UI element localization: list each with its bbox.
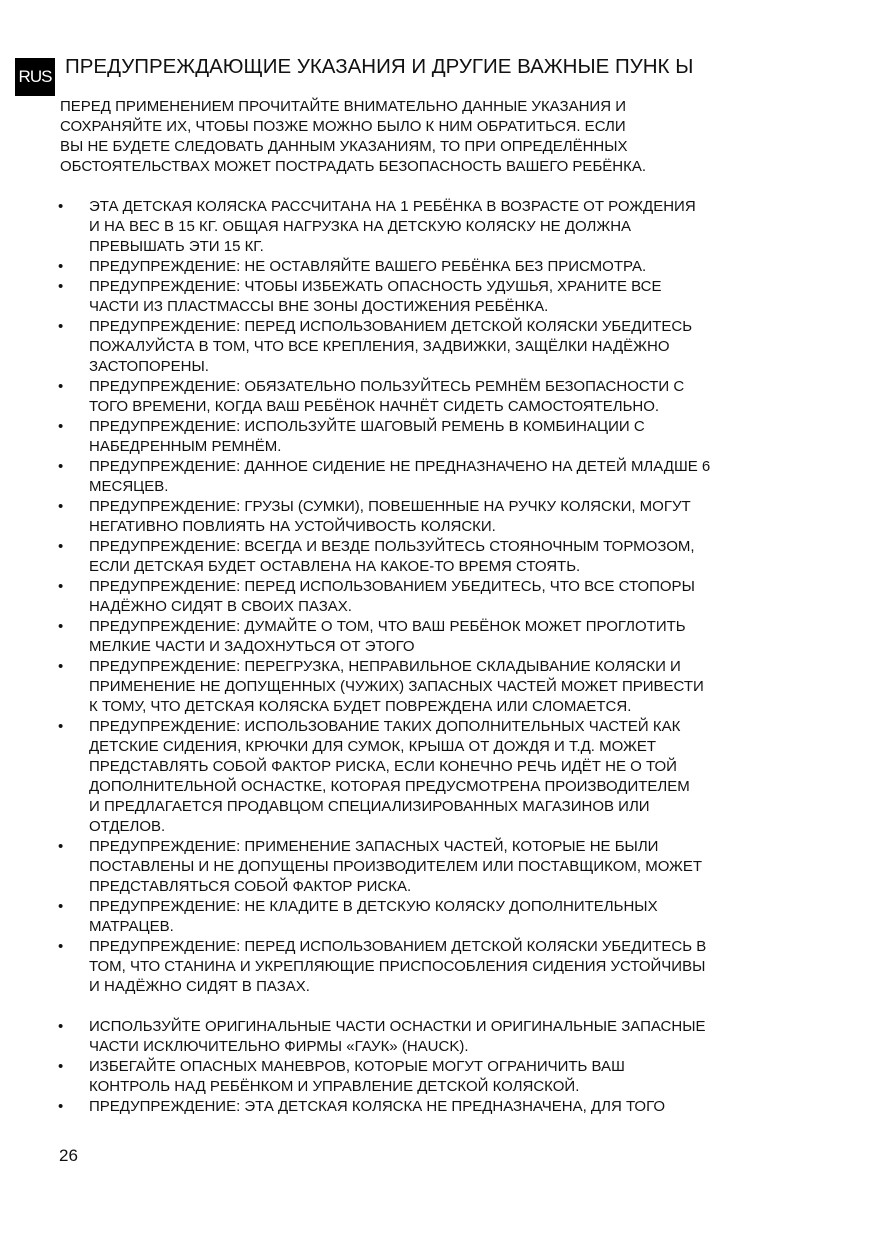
list-item (0, 197, 875, 257)
list-item (0, 317, 875, 377)
list-item (0, 537, 875, 577)
list-item (0, 257, 875, 277)
list-item-line: ПРЕДУПРЕЖДЕНИЕ: ИСПОЛЬЗОВАНИЕ ТАКИХ ДОПОЛНИТЕЛЬНЫХ ЧАСТЕЙ КАК (89, 718, 681, 735)
list-item-line: И ПРЕДЛАГАЕТСЯ ПРОДАВЦОМ СПЕЦИАЛИЗИРОВАННЫХ МАГАЗИНОВ ИЛИ (89, 798, 650, 815)
list-item-line: ЕСЛИ ДЕТСКАЯ БУДЕТ ОСТАВЛЕНА НА КАКОЕ-ТО ВРЕМЯ СТОЯТЬ. (89, 558, 581, 575)
list-item-line: ПРИМЕНЕНИЕ НЕ ДОПУЩЕННЫХ (ЧУЖИХ) ЗАПАСНЫХ ЧАСТЕЙ МОЖЕТ ПРИВЕСТИ (89, 678, 704, 695)
list-item-line: ПРЕДУПРЕЖДЕНИЕ: ВСЕГДА И ВЕЗДЕ ПОЛЬЗУЙТЕСЬ СТОЯНОЧНЫМ ТОРМОЗОМ, (89, 538, 695, 555)
bullet-icon: • (58, 658, 64, 675)
intro-line: ПЕРЕД ПРИМЕНЕНИЕМ ПРОЧИТАЙТЕ ВНИМАТЕЛЬНО ДАННЫЕ УКАЗАНИЯ И (60, 98, 626, 115)
list-item-line: НАБЕДРЕННЫМ РЕМНЁМ. (89, 438, 282, 455)
bullet-icon: • (58, 258, 64, 275)
list-item-line: ЭТА ДЕТСКАЯ КОЛЯСКА РАССЧИТАНА НА 1 РЕБЁНКА В ВОЗРАСТЕ ОТ РОЖДЕНИЯ (89, 198, 696, 215)
list-item (0, 897, 875, 937)
list-item-line: ПРЕДУПРЕЖДЕНИЕ: НЕ ОСТАВЛЯЙТЕ ВАШЕГО РЕБЁНКА БЕЗ ПРИСМОТРА. (89, 258, 647, 275)
bullet-icon: • (58, 898, 64, 915)
list-item (0, 1057, 875, 1097)
bullet-icon: • (58, 938, 64, 955)
list-item-line: ПРЕДУПРЕЖДЕНИЕ: НЕ КЛАДИТЕ В ДЕТСКУЮ КОЛЯСКУ ДОПОЛНИТЕЛЬНЫХ (89, 898, 658, 915)
list-item-line: И НАДЁЖНО СИДЯТ В ПАЗАХ. (89, 978, 310, 995)
list-item (0, 1017, 875, 1057)
list-item-line: ПРЕДУПРЕЖДЕНИЕ: ДУМАЙТЕ О ТОМ, ЧТО ВАШ РЕБЁНОК МОЖЕТ ПРОГЛОТИТЬ (89, 618, 686, 635)
list-item-line: МАТРАЦЕВ. (89, 918, 174, 935)
list-item-line: ПРЕДУПРЕЖДЕНИЕ: ГРУЗЫ (СУМКИ), ПОВЕШЕННЫЕ НА РУЧКУ КОЛЯСКИ, МОГУТ (89, 498, 691, 515)
language-badge: RUS (15, 58, 55, 96)
list-item-line: ПРЕДУПРЕЖДЕНИЕ: ПРИМЕНЕНИЕ ЗАПАСНЫХ ЧАСТЕЙ, КОТОРЫЕ НЕ БЫЛИ (89, 838, 659, 855)
list-item (0, 277, 875, 317)
list-item-line: ПОЖАЛУЙСТА В ТОМ, ЧТО ВСЕ КРЕПЛЕНИЯ, ЗАДВИЖКИ, ЗАЩЁЛКИ НАДЁЖНО (89, 338, 670, 355)
list-item (0, 837, 875, 897)
list-item (0, 617, 875, 657)
page-number: 26 (59, 1146, 78, 1165)
list-item-line: ДЕТСКИЕ СИДЕНИЯ, КРЮЧКИ ДЛЯ СУМОК, КРЫША ОТ ДОЖДЯ И Т.Д. МОЖЕТ (89, 738, 656, 755)
bullet-icon: • (58, 538, 64, 555)
bullet-icon: • (58, 718, 64, 735)
bullet-icon: • (58, 278, 64, 295)
bullet-icon: • (58, 318, 64, 335)
list-item-line: ЧАСТИ ИСКЛЮЧИТЕЛЬНО ФИРМЫ «ГАУК» (HAUCK). (89, 1038, 469, 1055)
list-item (0, 577, 875, 617)
list-item (0, 1097, 875, 1117)
list-item-line: ЧАСТИ ИЗ ПЛАСТМАССЫ ВНЕ ЗОНЫ ДОСТИЖЕНИЯ РЕБЁНКА. (89, 298, 549, 315)
list-item (0, 937, 875, 997)
bullet-icon: • (58, 458, 64, 475)
list-item-line: ПРЕДУПРЕЖДЕНИЕ: ПЕРЕД ИСПОЛЬЗОВАНИЕМ ДЕТСКОЙ КОЛЯСКИ УБЕДИТЕСЬ (89, 318, 693, 335)
list-item-line: ОТДЕЛОВ. (89, 818, 166, 835)
list-item-line: НАДЁЖНО СИДЯТ В СВОИХ ПАЗАХ. (89, 598, 352, 615)
warning-list (0, 197, 875, 1117)
bullet-icon: • (58, 1058, 64, 1075)
bullet-icon: • (58, 578, 64, 595)
list-spacer (0, 997, 875, 1017)
list-item-line: ТОМ, ЧТО СТАНИНА И УКРЕПЛЯЮЩИЕ ПРИСПОСОБЛЕНИЯ СИДЕНИЯ УСТОЙЧИВЫ (89, 958, 706, 975)
bullet-icon: • (58, 1098, 64, 1115)
bullet-icon: • (58, 378, 64, 395)
list-item (0, 417, 875, 457)
list-item-line: ТОГО ВРЕМЕНИ, КОГДА ВАШ РЕБЁНОК НАЧНЁТ СИДЕТЬ САМОСТОЯТЕЛЬНО. (89, 398, 660, 415)
intro-paragraph (60, 97, 760, 177)
list-item-line: ПРЕДУПРЕЖДЕНИЕ: ПЕРЕД ИСПОЛЬЗОВАНИЕМ ДЕТСКОЙ КОЛЯСКИ УБЕДИТЕСЬ В (89, 938, 707, 955)
list-item (0, 657, 875, 717)
list-item-line: ЗАСТОПОРЕНЫ. (89, 358, 209, 375)
list-item (0, 717, 875, 837)
intro-line: СОХРАНЯЙТЕ ИХ, ЧТОБЫ ПОЗЖЕ МОЖНО БЫЛО К НИМ ОБРАТИТЬСЯ. ЕСЛИ (60, 118, 626, 135)
list-item (0, 497, 875, 537)
list-item-line: ПРЕДУПРЕЖДЕНИЕ: ОБЯЗАТЕЛЬНО ПОЛЬЗУЙТЕСЬ РЕМНЁМ БЕЗОПАСНОСТИ С (89, 378, 685, 395)
list-item-line: ПОСТАВЛЕНЫ И НЕ ДОПУЩЕНЫ ПРОИЗВОДИТЕЛЕМ ИЛИ ПОСТАВЩИКОМ, МОЖЕТ (89, 858, 703, 875)
list-item-line: ПРЕДУПРЕЖДЕНИЕ: ПЕРЕД ИСПОЛЬЗОВАНИЕМ УБЕДИТЕСЬ, ЧТО ВСЕ СТОПОРЫ (89, 578, 695, 595)
list-item-line: ДОПОЛНИТЕЛЬНОЙ ОСНАСТКЕ, КОТОРАЯ ПРЕДУСМОТРЕНА ПРОИЗВОДИТЕЛЕМ (89, 778, 690, 795)
list-item-line: ПРЕВЫШАТЬ ЭТИ 15 КГ. (89, 238, 264, 255)
list-item-line: К ТОМУ, ЧТО ДЕТСКАЯ КОЛЯСКА БУДЕТ ПОВРЕЖДЕНА ИЛИ СЛОМАЕТСЯ. (89, 698, 632, 715)
list-item-line: ПРЕДУПРЕЖДЕНИЕ: ЭТА ДЕТСКАЯ КОЛЯСКА НЕ ПРЕДНАЗНАЧЕНА, ДЛЯ ТОГО (89, 1098, 666, 1115)
list-item-line: НЕГАТИВНО ПОВЛИЯТЬ НА УСТОЙЧИВОСТЬ КОЛЯСКИ. (89, 518, 496, 535)
list-item-line: ПРЕДУПРЕЖДЕНИЕ: ИСПОЛЬЗУЙТЕ ШАГОВЫЙ РЕМЕНЬ В КОМБИНАЦИИ С (89, 418, 645, 435)
list-item-line: И НА ВЕС В 15 КГ. ОБЩАЯ НАГРУЗКА НА ДЕТСКУЮ КОЛЯСКУ НЕ ДОЛЖНА (89, 218, 632, 235)
list-item-line: ПРЕДСТАВЛЯТЬ СОБОЙ ФАКТОР РИСКА, ЕСЛИ КОНЕЧНО РЕЧЬ ИДЁТ НЕ О ТОЙ (89, 758, 677, 775)
list-item-line: КОНТРОЛЬ НАД РЕБЁНКОМ И УПРАВЛЕНИЕ ДЕТСКОЙ КОЛЯСКОЙ. (89, 1078, 580, 1095)
list-item-line: ПРЕДУПРЕЖДЕНИЕ: ЧТОБЫ ИЗБЕЖАТЬ ОПАСНОСТЬ УДУШЬЯ, ХРАНИТЕ ВСЕ (89, 278, 662, 295)
page-title: ПРЕДУПРЕЖДАЮЩИЕ УКАЗАНИЯ И ДРУГИЕ ВАЖНЫЕ ПУНК Ы (65, 55, 694, 78)
list-item-line: ПРЕДУПРЕЖДЕНИЕ: ДАННОЕ СИДЕНИЕ НЕ ПРЕДНАЗНАЧЕНО НА ДЕТЕЙ МЛАДШЕ 6 (89, 458, 711, 475)
list-item-line: ИСПОЛЬЗУЙТЕ ОРИГИНАЛЬНЫЕ ЧАСТИ ОСНАСТКИ И ОРИГИНАЛЬНЫЕ ЗАПАСНЫЕ (89, 1018, 706, 1035)
bullet-icon: • (58, 418, 64, 435)
bullet-icon: • (58, 498, 64, 515)
bullet-icon: • (58, 618, 64, 635)
list-item (0, 377, 875, 417)
intro-line: ВЫ НЕ БУДЕТЕ СЛЕДОВАТЬ ДАННЫМ УКАЗАНИЯМ, ТО ПРИ ОПРЕДЕЛЁННЫХ (60, 138, 628, 155)
list-item-line: МЕЛКИЕ ЧАСТИ И ЗАДОХНУТЬСЯ ОТ ЭТОГО (89, 638, 415, 655)
list-item-line: МЕСЯЦЕВ. (89, 478, 169, 495)
list-item-line: ПРЕДУПРЕЖДЕНИЕ: ПЕРЕГРУЗКА, НЕПРАВИЛЬНОЕ СКЛАДЫВАНИЕ КОЛЯСКИ И (89, 658, 681, 675)
list-item-line: ИЗБЕГАЙТЕ ОПАСНЫХ МАНЕВРОВ, КОТОРЫЕ МОГУТ ОГРАНИЧИТЬ ВАШ (89, 1058, 625, 1075)
bullet-icon: • (58, 838, 64, 855)
bullet-icon: • (58, 198, 64, 215)
list-item-line: ПРЕДСТАВЛЯТЬСЯ СОБОЙ ФАКТОР РИСКА. (89, 878, 412, 895)
bullet-icon: • (58, 1018, 64, 1035)
list-item (0, 457, 875, 497)
intro-line: ОБСТОЯТЕЛЬСТВАХ МОЖЕТ ПОСТРАДАТЬ БЕЗОПАСНОСТЬ ВАШЕГО РЕБЁНКА. (60, 158, 647, 175)
